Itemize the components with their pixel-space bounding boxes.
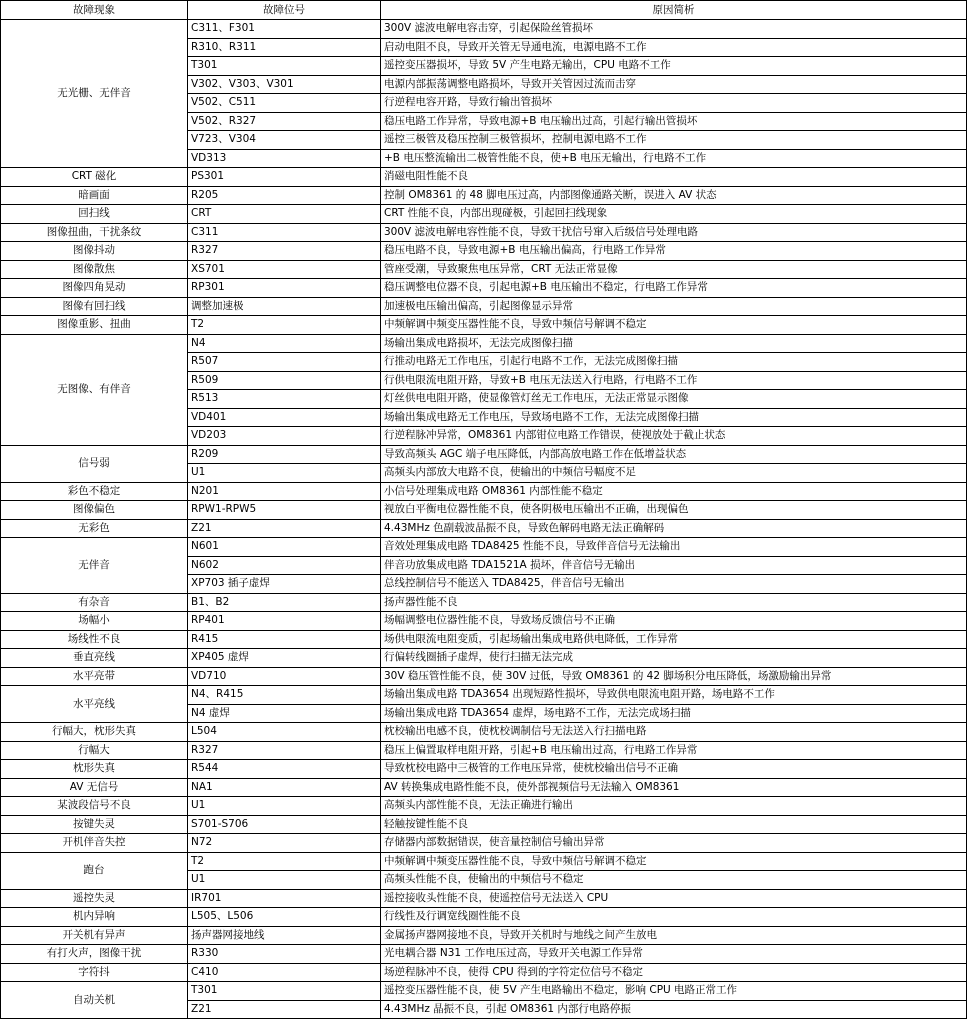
symptom-cell: 开机伴音失控: [1, 834, 188, 853]
cause-cell: 消磁电阻性能不良: [381, 168, 967, 187]
symptom-cell: 场线性不良: [1, 630, 188, 649]
cause-cell: 小信号处理集成电路 OM8361 内部性能不稳定: [381, 482, 967, 501]
table-row: [1, 223, 967, 242]
part-cell: C311: [188, 223, 381, 242]
part-cell: U1: [188, 871, 381, 890]
part-cell: Z21: [188, 519, 381, 538]
part-cell: V723、V304: [188, 131, 381, 150]
table-row: [1, 260, 967, 279]
cause-cell: 高频头性能不良，使输出的中频信号不稳定: [381, 871, 967, 890]
symptom-cell: 回扫线: [1, 205, 188, 224]
cause-cell: 遥控三极管及稳压控制三极管损坏，控制电源电路不工作: [381, 131, 967, 150]
cause-cell: 中频解调中频变压器性能不良，导致中频信号解调不稳定: [381, 852, 967, 871]
cause-cell: 扬声器性能不良: [381, 593, 967, 612]
cause-cell: 遥控接收头性能不良，使遥控信号无法送入 CPU: [381, 889, 967, 908]
cause-cell: 30V 稳压管性能不良，使 30V 过低，导致 OM8361 的 42 脚场积分电压降低，场激励输出异常: [381, 667, 967, 686]
cause-cell: 场输出集成电路损坏，无法完成图像扫描: [381, 334, 967, 353]
symptom-cell: 无光栅、无伴音: [1, 20, 188, 168]
table-row: [1, 760, 967, 779]
table-row: [1, 630, 967, 649]
table-row: [1, 778, 967, 797]
part-cell: R205: [188, 186, 381, 205]
part-cell: R544: [188, 760, 381, 779]
cause-cell: 稳压电路工作异常，导致电源+B 电压输出过高，引起行输出管损坏: [381, 112, 967, 131]
table-row: [1, 797, 967, 816]
table-row: [1, 168, 967, 187]
symptom-cell: CRT 磁化: [1, 168, 188, 187]
part-cell: R327: [188, 741, 381, 760]
symptom-cell: 遥控失灵: [1, 889, 188, 908]
cause-cell: 光电耦合器 N31 工作电压过高，导致开关电源工作异常: [381, 945, 967, 964]
symptom-cell: 图像抖动: [1, 242, 188, 261]
cause-cell: 场输出集成电路无工作电压，导致场电路不工作，无法完成图像扫描: [381, 408, 967, 427]
cause-cell: 场供电限流电阻变质，引起场输出集成电路供电降低，工作异常: [381, 630, 967, 649]
symptom-cell: 跑台: [1, 852, 188, 889]
cause-cell: 稳压上偏置取样电阻开路，引起+B 电压输出过高，行电路工作异常: [381, 741, 967, 760]
symptom-cell: 暗画面: [1, 186, 188, 205]
symptom-cell: AV 无信号: [1, 778, 188, 797]
cause-cell: 行线性及行调宽线圈性能不良: [381, 908, 967, 927]
cause-cell: CRT 性能不良，内部出现碰极，引起回扫线现象: [381, 205, 967, 224]
part-cell: CRT: [188, 205, 381, 224]
part-cell: PS301: [188, 168, 381, 187]
part-cell: N4: [188, 334, 381, 353]
cause-cell: 加速极电压输出偏高，引起图像显示异常: [381, 297, 967, 316]
part-cell: B1、B2: [188, 593, 381, 612]
symptom-cell: 字符抖: [1, 963, 188, 982]
cause-cell: 启动电阻不良，导致开关管无导通电流，电源电路不工作: [381, 38, 967, 57]
symptom-cell: 水平亮线: [1, 686, 188, 723]
symptom-cell: 按键失灵: [1, 815, 188, 834]
symptom-cell: 无彩色: [1, 519, 188, 538]
part-cell: RP401: [188, 612, 381, 631]
cause-cell: 行推动电路无工作电压，引起行电路不工作，无法完成图像扫描: [381, 353, 967, 372]
cause-cell: 4.43MHz 晶振不良，引起 OM8361 内部行电路停振: [381, 1000, 967, 1019]
part-cell: 调整加速极: [188, 297, 381, 316]
table-row: [1, 815, 967, 834]
table-row: [1, 852, 967, 871]
symptom-cell: 图像偏色: [1, 501, 188, 520]
table-row: [1, 963, 967, 982]
cause-cell: 行供电限流电阻开路，导致+B 电压无法送入行电路，行电路不工作: [381, 371, 967, 390]
part-cell: V502、R327: [188, 112, 381, 131]
cause-cell: 遥控变压器损坏，导致 5V 产生电路无输出，CPU 电路不工作: [381, 57, 967, 76]
symptom-cell: 水平亮带: [1, 667, 188, 686]
part-cell: L504: [188, 723, 381, 742]
symptom-cell: 信号弱: [1, 445, 188, 482]
cause-cell: 行逆程电容开路，导致行输出管损坏: [381, 94, 967, 113]
symptom-cell: 自动关机: [1, 982, 188, 1019]
symptom-cell: 枕形失真: [1, 760, 188, 779]
cause-cell: 音效处理集成电路 TDA8425 性能不良，导致伴音信号无法输出: [381, 538, 967, 557]
symptom-cell: 垂直亮线: [1, 649, 188, 668]
header-row: [1, 1, 967, 20]
part-cell: XP703 插子虚焊: [188, 575, 381, 594]
cause-cell: 金属扬声器网接地不良，导致开关机时与地线之间产生放电: [381, 926, 967, 945]
cause-cell: 场输出集成电路 TDA3654 虚焊，场电路不工作，无法完成场扫描: [381, 704, 967, 723]
table-row: [1, 945, 967, 964]
part-cell: R209: [188, 445, 381, 464]
table-row: [1, 20, 967, 39]
part-cell: R507: [188, 353, 381, 372]
part-cell: R513: [188, 390, 381, 409]
part-cell: R330: [188, 945, 381, 964]
part-cell: N4 虚焊: [188, 704, 381, 723]
part-cell: T2: [188, 852, 381, 871]
part-cell: RPW1-RPW5: [188, 501, 381, 520]
symptom-cell: 图像重影、扭曲: [1, 316, 188, 335]
part-cell: VD401: [188, 408, 381, 427]
table-row: [1, 445, 967, 464]
cause-cell: 存储器内部数据错误，使音量控制信号输出异常: [381, 834, 967, 853]
part-cell: XP405 虚焊: [188, 649, 381, 668]
table-row: [1, 723, 967, 742]
part-cell: C311、F301: [188, 20, 381, 39]
cause-cell: 300V 滤波电解电容性能不良，导致干扰信号窜入后级信号处理电路: [381, 223, 967, 242]
symptom-cell: 某波段信号不良: [1, 797, 188, 816]
part-cell: U1: [188, 464, 381, 483]
table-row: [1, 334, 967, 353]
cause-cell: 视放白平衡电位器性能不良，使各阴极电压输出不正确，出现偏色: [381, 501, 967, 520]
table-row: [1, 667, 967, 686]
table-row: [1, 519, 967, 538]
cause-cell: 枕校输出电感不良，使枕校调制信号无法送入行扫描电路: [381, 723, 967, 742]
part-cell: V302、V303、V301: [188, 75, 381, 94]
table-row: [1, 926, 967, 945]
table-row: [1, 612, 967, 631]
table-row: [1, 593, 967, 612]
symptom-cell: 有打火声，图像干扰: [1, 945, 188, 964]
table-row: [1, 279, 967, 298]
cause-cell: 场输出集成电路 TDA3654 出现短路性损坏，导致供电限流电阻开路，场电路不工作: [381, 686, 967, 705]
part-cell: RP301: [188, 279, 381, 298]
table-row: [1, 889, 967, 908]
symptom-cell: 图像四角晃动: [1, 279, 188, 298]
symptom-cell: 图像散焦: [1, 260, 188, 279]
cause-cell: 管座受潮，导致聚焦电压异常，CRT 无法正常显像: [381, 260, 967, 279]
symptom-cell: 无伴音: [1, 538, 188, 594]
part-cell: NA1: [188, 778, 381, 797]
cause-cell: 稳压电路不良，导致电源+B 电压输出偏高，行电路工作异常: [381, 242, 967, 261]
cause-cell: 导致高频头 AGC 端子电压降低，内部高放电路工作在低增益状态: [381, 445, 967, 464]
symptom-cell: 无图像、有伴音: [1, 334, 188, 445]
cause-cell: 300V 滤波电解电容击穿，引起保险丝管损坏: [381, 20, 967, 39]
part-cell: XS701: [188, 260, 381, 279]
cause-cell: 轻触按键性能不良: [381, 815, 967, 834]
symptom-cell: 图像扭曲，干扰条纹: [1, 223, 188, 242]
table-row: [1, 982, 967, 1001]
table-body: [1, 20, 967, 1019]
cause-cell: 高频头内部放大电路不良，使输出的中频信号幅度不足: [381, 464, 967, 483]
table-row: [1, 205, 967, 224]
table-row: [1, 538, 967, 557]
part-cell: 扬声器网接地线: [188, 926, 381, 945]
cause-cell: 行偏转线圈插子虚焊，使行扫描无法完成: [381, 649, 967, 668]
part-cell: U1: [188, 797, 381, 816]
table-row: [1, 741, 967, 760]
cause-cell: 遥控变压器性能不良，使 5V 产生电路输出不稳定，影响 CPU 电路正常工作: [381, 982, 967, 1001]
symptom-cell: 有杂音: [1, 593, 188, 612]
cause-cell: +B 电压整流输出二极管性能不良，使+B 电压无输出，行电路不工作: [381, 149, 967, 168]
header-symptom: 故障现象: [1, 1, 188, 20]
cause-cell: 稳压调整电位器不良，引起电源+B 电压输出不稳定，行电路工作异常: [381, 279, 967, 298]
symptom-cell: 行幅大，枕形失真: [1, 723, 188, 742]
part-cell: IR701: [188, 889, 381, 908]
part-cell: Z21: [188, 1000, 381, 1019]
cause-cell: 总线控制信号不能送入 TDA8425，伴音信号无输出: [381, 575, 967, 594]
cause-cell: 中频解调中频变压器性能不良，导致中频信号解调不稳定: [381, 316, 967, 335]
part-cell: T301: [188, 982, 381, 1001]
symptom-cell: 图像有回扫线: [1, 297, 188, 316]
table-row: [1, 316, 967, 335]
table-row: [1, 242, 967, 261]
cause-cell: AV 转换集成电路性能不良，使外部视频信号无法输入 OM8361: [381, 778, 967, 797]
part-cell: R415: [188, 630, 381, 649]
part-cell: VD710: [188, 667, 381, 686]
symptom-cell: 机内异响: [1, 908, 188, 927]
part-cell: V502、C511: [188, 94, 381, 113]
part-cell: R310、R311: [188, 38, 381, 57]
part-cell: N201: [188, 482, 381, 501]
part-cell: VD313: [188, 149, 381, 168]
part-cell: T301: [188, 57, 381, 76]
cause-cell: 灯丝供电电阻开路，使显像管灯丝无工作电压，无法正常显示图像: [381, 390, 967, 409]
cause-cell: 电源内部振荡调整电路损坏，导致开关管因过流而击穿: [381, 75, 967, 94]
part-cell: T2: [188, 316, 381, 335]
part-cell: N4、R415: [188, 686, 381, 705]
table-row: [1, 482, 967, 501]
table-row: [1, 649, 967, 668]
cause-cell: 高频头内部性能不良，无法正确进行输出: [381, 797, 967, 816]
table-row: [1, 834, 967, 853]
symptom-cell: 彩色不稳定: [1, 482, 188, 501]
header-part: 故障位号: [188, 1, 381, 20]
table-row: [1, 501, 967, 520]
table-row: [1, 186, 967, 205]
part-cell: VD203: [188, 427, 381, 446]
cause-cell: 伴音功放集成电路 TDA1521A 损坏，伴音信号无输出: [381, 556, 967, 575]
part-cell: R509: [188, 371, 381, 390]
cause-cell: 场逆程脉冲不良，使得 CPU 得到的字符定位信号不稳定: [381, 963, 967, 982]
symptom-cell: 开关机有异声: [1, 926, 188, 945]
table-row: [1, 908, 967, 927]
cause-cell: 行逆程脉冲异常，OM8361 内部钳位电路工作错误，使视放处于截止状态: [381, 427, 967, 446]
part-cell: R327: [188, 242, 381, 261]
part-cell: N602: [188, 556, 381, 575]
part-cell: N601: [188, 538, 381, 557]
header-cause: 原因简析: [381, 1, 967, 20]
part-cell: C410: [188, 963, 381, 982]
cause-cell: 导致枕校电路中三极管的工作电压异常，使枕校输出信号不正确: [381, 760, 967, 779]
table-row: [1, 686, 967, 705]
part-cell: L505、L506: [188, 908, 381, 927]
symptom-cell: 行幅大: [1, 741, 188, 760]
table-row: [1, 297, 967, 316]
part-cell: S701-S706: [188, 815, 381, 834]
cause-cell: 场幅调整电位器性能不良，导致场反馈信号不正确: [381, 612, 967, 631]
cause-cell: 控制 OM8361 的 48 脚电压过高，内部图像通路关断，误进入 AV 状态: [381, 186, 967, 205]
symptom-cell: 场幅小: [1, 612, 188, 631]
cause-cell: 4.43MHz 色副载波晶振不良，导致色解码电路无法正确解码: [381, 519, 967, 538]
part-cell: N72: [188, 834, 381, 853]
